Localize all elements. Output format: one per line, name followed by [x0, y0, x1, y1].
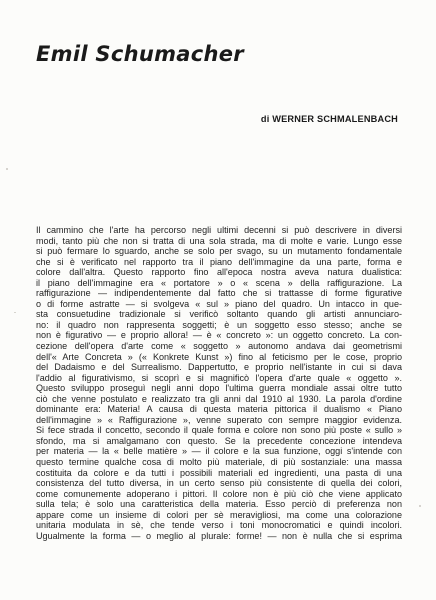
body-line: dell'immagine » « Raffigurazione », venne superato con sempre maggior evidenza. [36, 414, 402, 425]
article-title: Emil Schumacher [36, 42, 244, 66]
body-line: ciò che venne postulato e realizzato tra gli anni dal 1910 al 1930. La parola d'ordine [36, 393, 402, 404]
body-line: Il cammino che l'arte ha percorso negli ultimi decenni si può descrivere in diversi [36, 225, 402, 235]
body-line: il piano dell'immagine era « portatore » o « scena » della raffigurazione. La [36, 277, 402, 288]
body-line: Si fece strada il concetto, secondo il quale forma e colore non sono più poste « sullo » [36, 425, 402, 436]
body-line: del Dadaismo e del Surrealismo. Dappertutto, e proprio nell'istante in cui si dava [36, 362, 402, 373]
article-body [36, 225, 402, 541]
body-line: appare come un insieme di colori per sè meravigliosi, ma come una colorazione [36, 509, 402, 520]
body-line: come comunemente adoperano i pittori. Il colore non è più ciò che viene applicato [36, 488, 402, 499]
body-line: l'addio al figurativismo, si scoprì e si magnificò l'opera d'arte quale « oggetto ». [36, 372, 402, 383]
body-line: per materia — la « belle matière » — il colore e la sua funzione, oggi s'intende con [36, 446, 402, 457]
body-line: raffigurazione — indipendentemente dal fatto che si trattasse di forme figurative [36, 288, 402, 299]
body-line: cezione dell'opera d'arte come « soggetto » autonomo andava dai geometrismi [36, 341, 402, 352]
body-line: o di forme astratte — si svolgeva « sul » piano del quadro. Un intacco in que- [36, 298, 402, 309]
body-line: sta consuetudine tradizionale si verificò soltanto quando gli artisti annunciaro- [36, 309, 402, 320]
paper-speck [419, 505, 421, 507]
body-line: sulla tela; è solo una caratteristica della materia. Esso perciò di preferenza non [36, 499, 402, 510]
body-line: no: il quadro non rappresenta soggetti; è un soggetto esso stesso; anche se [36, 319, 402, 330]
body-line: questo termine qualche cosa di molto più materiale, di più sostanziale: una massa [36, 457, 402, 468]
body-line: che si è verificato nel rapporto tra il piano dell'immagine da una parte, forma e [36, 256, 402, 267]
body-line: Questo sviluppo proseguì negli anni dopo l'ultima guerra mondiale assai oltre tutto [36, 383, 402, 394]
body-line: unitaria modulata in sè, che tende verso i toni monocromatici e quindi incolori. [36, 520, 402, 531]
body-line: modi, tanto più che non si tratta di una sola strada, ma di molte e varie. Lungo esse [36, 235, 402, 246]
paper-speck [14, 312, 16, 313]
body-line: si può fermare lo sguardo, anche se solo per svago, su un mutamento fondamentale [36, 246, 402, 257]
body-line: sfondo, ma si amalgamano con questo. Se la precedente concezione intendeva [36, 435, 402, 446]
paper-speck [6, 168, 8, 170]
body-line: Ugualmente la forma — o meglio al plurale: forme! — non è nulla che si esprima [36, 530, 402, 541]
body-line: dell'« Arte Concreta » (« Konkrete Kunst ») fino al feticismo per le cose, proprio [36, 351, 402, 362]
body-line: dominante era: Materia! A causa di questa materia pittorica il dualismo « Piano [36, 404, 402, 415]
article-byline: di WERNER SCHMALENBACH [260, 114, 398, 124]
body-line: costituita da colore e da tutti i possibili materiali ed ingredienti, una pasta di una [36, 467, 402, 478]
body-line: consistenza del tutto diversa, in un certo senso più consistente di quella dei colori, [36, 478, 402, 489]
body-line: colore dall'altra. Questo rapporto fino all'epoca nostra aveva natura dualistica: [36, 267, 402, 278]
body-line: non è figurativo — e proprio allora! — è « concreto »: un oggetto concreto. La con- [36, 330, 402, 341]
